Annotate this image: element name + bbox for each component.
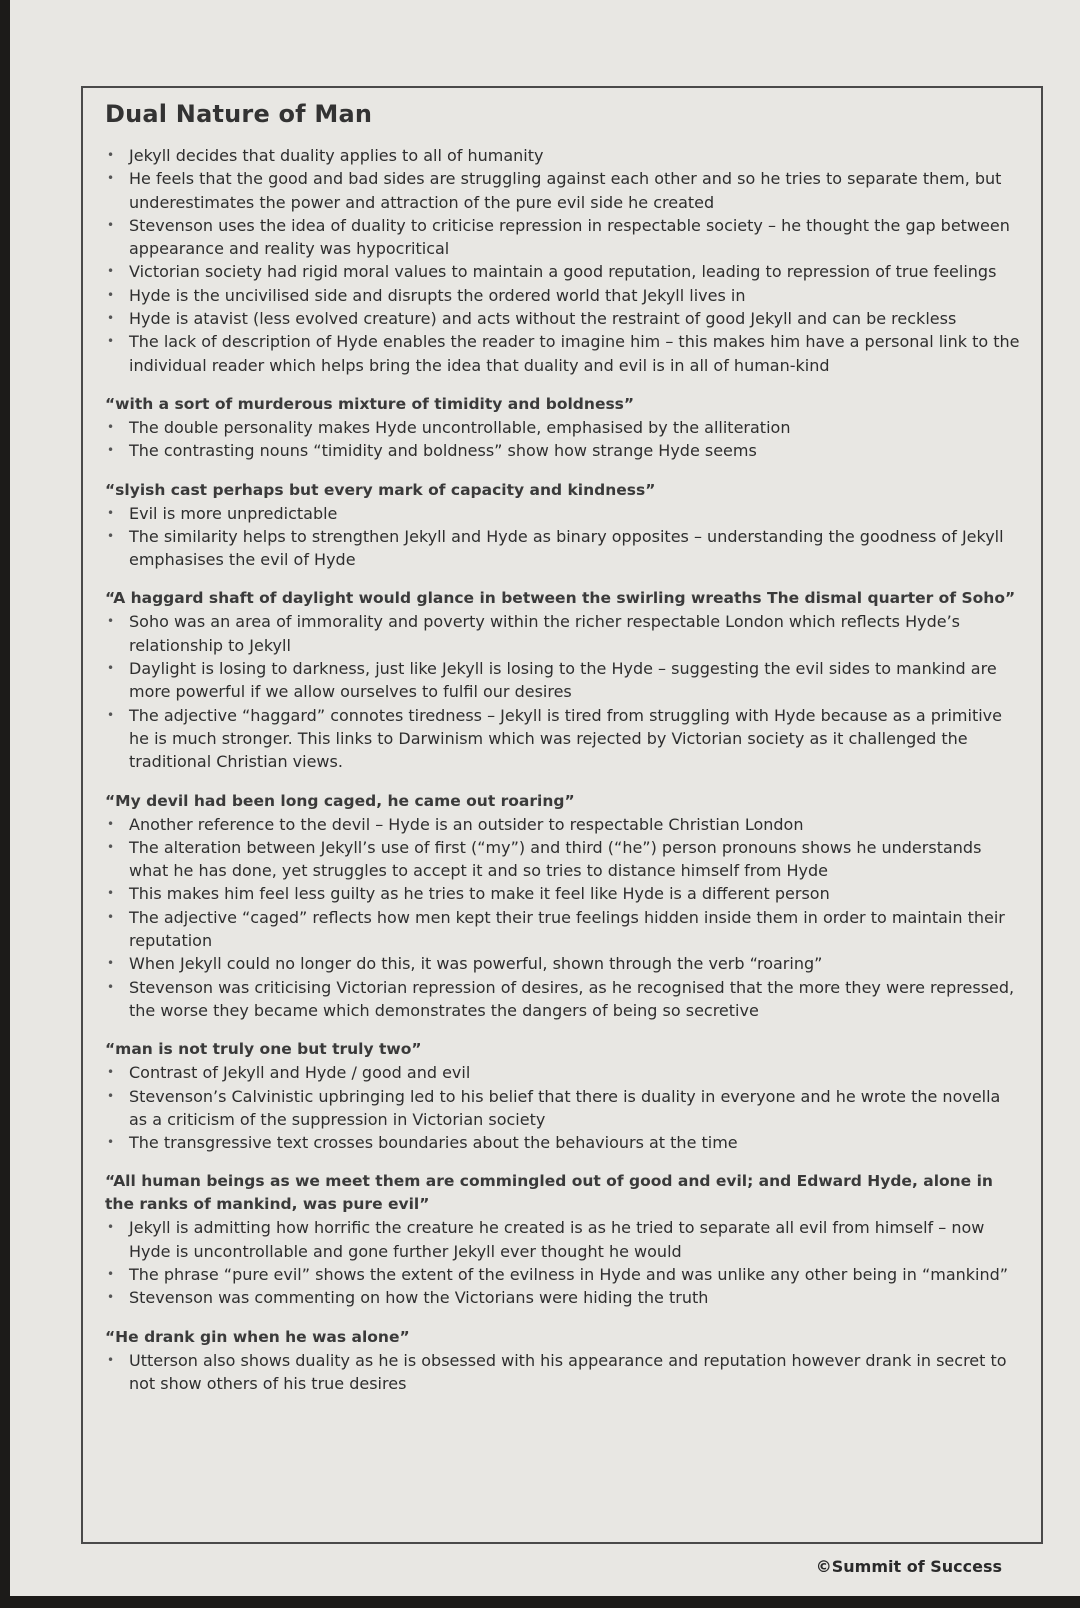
bullet-point: • He feels that the good and bad sides are struggling against each other and so he tries to separate them, but underestimates the power and attraction of the pure evil side he created — [105, 167, 1021, 214]
bullet-point: • The lack of description of Hyde enables the reader to imagine him – this makes him have a personal link to the individual reader which helps bring the idea that duality and evil is in all of human-kind — [105, 330, 1021, 377]
bullet-point: • The adjective “caged” reflects how men kept their true feelings hidden inside them in order to maintain their reputation — [105, 906, 1021, 953]
bullet-point: • The contrasting nouns “timidity and boldness” show how strange Hyde seems — [105, 439, 1021, 462]
bullet-point: • Jekyll decides that duality applies to all of humanity — [105, 144, 1021, 167]
bullet-point: • The adjective “haggard” connotes tiredness – Jekyll is tired from struggling with Hyde because as a primitive he is much stronger. This links to Darwinism which was rejected by Victorian society as it challenged the traditional Christian views. — [105, 704, 1021, 774]
quote-section — [105, 393, 1021, 463]
quote-section — [105, 1326, 1021, 1396]
bullet-point: • Stevenson was criticising Victorian repression of desires, as he recognised that the more they were repressed, the worse they became which demonstrates the dangers of being so secretive — [105, 976, 1021, 1023]
analysis-points-list — [105, 813, 1021, 1023]
analysis-points-list — [105, 1349, 1021, 1396]
document-title: Dual Nature of Man — [105, 100, 373, 128]
bullet-point: • Another reference to the devil – Hyde is an outsider to respectable Christian London — [105, 813, 1021, 836]
quote-section — [105, 1038, 1021, 1154]
analysis-points-list — [105, 610, 1021, 773]
bullet-point: • Jekyll is admitting how horrific the creature he created is as he tried to separate all evil from himself – now Hyde is uncontrollable and gone further Jekyll ever thought he would — [105, 1216, 1021, 1263]
analysis-points-list — [105, 1216, 1021, 1309]
analysis-points-list — [105, 502, 1021, 572]
bullet-point: • This makes him feel less guilty as he tries to make it feel like Hyde is a different person — [105, 882, 1021, 905]
content-frame — [81, 86, 1043, 1544]
quote-heading: “man is not truly one but truly two” — [105, 1040, 422, 1059]
quote-heading: “He drank gin when he was alone” — [105, 1327, 410, 1346]
quote-heading: “slyish cast perhaps but every mark of capacity and kindness” — [105, 480, 656, 499]
quote-section — [105, 479, 1021, 572]
bullet-point: • Utterson also shows duality as he is obsessed with his appearance and reputation however drank in secret to not show others of his true desires — [105, 1349, 1021, 1396]
bullet-point: • Hyde is the uncivilised side and disrupts the ordered world that Jekyll lives in — [105, 284, 1021, 307]
bullet-point: • Stevenson was commenting on how the Victorians were hiding the truth — [105, 1286, 1021, 1309]
intro-points-list — [105, 144, 1021, 377]
intro-section — [105, 144, 1021, 377]
quote-section — [105, 587, 1021, 773]
quote-heading: “All human beings as we meet them are commingled out of good and evil; and Edward Hyde, alone in the ranks of mankind, was pure evil” — [105, 1172, 993, 1214]
bullet-point: • Stevenson’s Calvinistic upbringing led to his belief that there is duality in everyone and he wrote the novella as a criticism of the suppression in Victorian society — [105, 1085, 1021, 1132]
bullet-point: • The similarity helps to strengthen Jekyll and Hyde as binary opposites – understanding the goodness of Jekyll emphasises the evil of Hyde — [105, 525, 1021, 572]
quote-heading: “My devil had been long caged, he came out roaring” — [105, 791, 575, 810]
bullet-point: • Daylight is losing to darkness, just like Jekyll is losing to the Hyde – suggesting the evil sides to mankind are more powerful if we allow ourselves to fulfil our desires — [105, 657, 1021, 704]
analysis-points-list — [105, 1061, 1021, 1154]
copyright-footer: ©Summit of Success — [815, 1557, 1002, 1576]
bullet-point: • The phrase “pure evil” shows the extent of the evilness in Hyde and was unlike any other being in “mankind” — [105, 1263, 1021, 1286]
bullet-point: • The double personality makes Hyde uncontrollable, emphasised by the alliteration — [105, 416, 1021, 439]
quote-section — [105, 790, 1021, 1023]
paper-sheet — [10, 0, 1080, 1596]
quote-heading: “with a sort of murderous mixture of timidity and boldness” — [105, 394, 635, 413]
bullet-point: • Contrast of Jekyll and Hyde / good and evil — [105, 1061, 1021, 1084]
bullet-point: • Hyde is atavist (less evolved creature) and acts without the restraint of good Jekyll and can be reckless — [105, 307, 1021, 330]
quote-section — [105, 1170, 1021, 1309]
quote-heading: “A haggard shaft of daylight would glance in between the swirling wreaths The dismal quarter of Soho” — [105, 589, 1016, 608]
analysis-points-list — [105, 416, 1021, 463]
bullet-point: • The alteration between Jekyll’s use of first (“my”) and third (“he”) person pronouns shows he understands what he has done, yet struggles to accept it and so tries to distance himself from Hyde — [105, 836, 1021, 883]
bullet-point: • Victorian society had rigid moral values to maintain a good reputation, leading to repression of true feelings — [105, 260, 1021, 283]
bullet-point: • The transgressive text crosses boundaries about the behaviours at the time — [105, 1131, 1021, 1154]
bullet-point: • Soho was an area of immorality and poverty within the richer respectable London which reflects Hyde’s relationship to Jekyll — [105, 610, 1021, 657]
bullet-point: • When Jekyll could no longer do this, it was powerful, shown through the verb “roaring” — [105, 952, 1021, 975]
bullet-point: • Evil is more unpredictable — [105, 502, 1021, 525]
bullet-point: • Stevenson uses the idea of duality to criticise repression in respectable society – he thought the gap between appearance and reality was hypocritical — [105, 214, 1021, 261]
